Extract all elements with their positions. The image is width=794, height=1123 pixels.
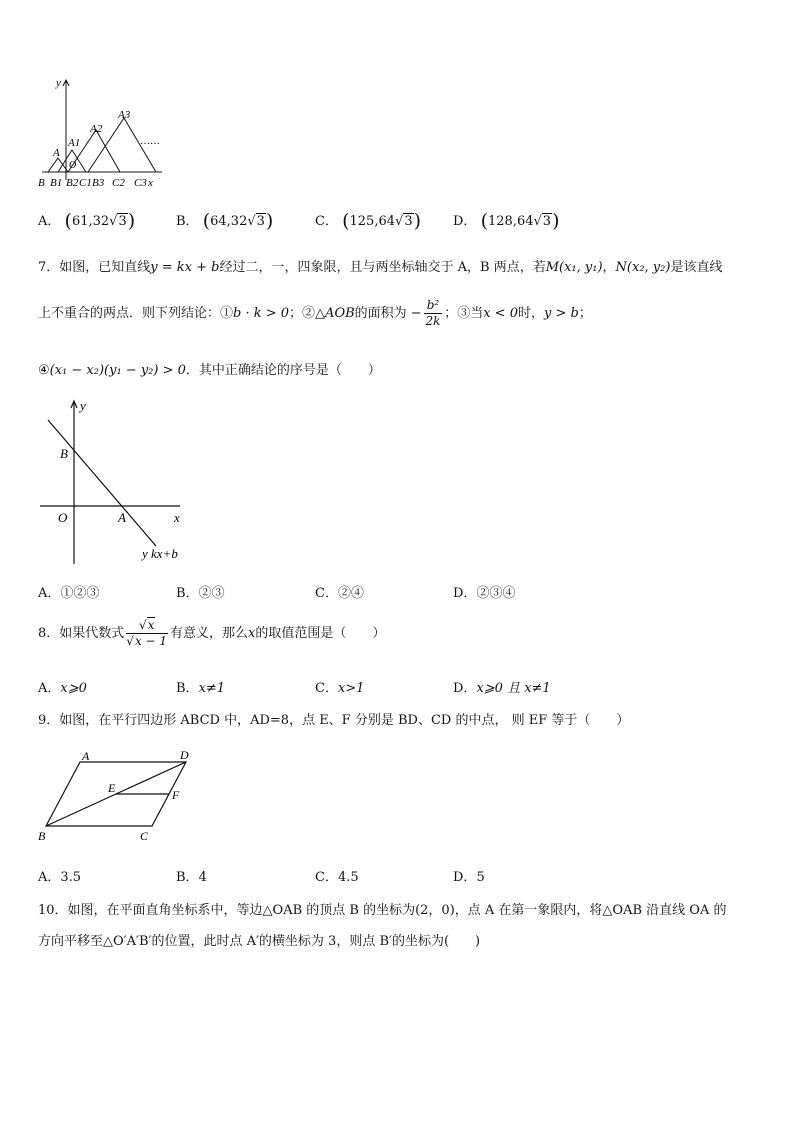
q6-label-c3: C3 bbox=[134, 177, 147, 189]
q7-option-b: B．②③ bbox=[176, 586, 225, 601]
q8-fraction: $\frac{√x}{√x - 1}$ bbox=[126, 618, 168, 648]
q6-option-c-letter: C． bbox=[315, 214, 338, 229]
q9-vertex-a: A bbox=[82, 749, 90, 763]
q7-area-fraction: $\frac{\text{b²}}{2k}$ bbox=[425, 298, 441, 328]
q6-origin-label: O bbox=[69, 160, 77, 171]
q9-vertex-c: C bbox=[140, 829, 149, 843]
q6-label-c1: C1 bbox=[79, 177, 92, 189]
q6-option-b-text: 64,32 bbox=[210, 214, 248, 229]
q6-option-c-radical: 3 bbox=[404, 214, 413, 229]
q6-option-d-letter: D． bbox=[453, 214, 477, 229]
q6-label-a: A bbox=[53, 147, 60, 159]
q6-option-b: B． (64,32√3) bbox=[176, 210, 274, 232]
q7-origin-label: O bbox=[58, 510, 68, 525]
q7-stem-line2: 上不重合的两点．则下列结论：①b · k > 0；②△AOB的面积为 − $\frac{\text{b²}}{2k}$ ；③当x < 0时，y > b； bbox=[38, 298, 592, 328]
q6-option-c: C． (125,64√3) bbox=[315, 210, 422, 232]
q6-label-b2: B2 bbox=[66, 177, 79, 189]
q7-option-c: C．②④ bbox=[315, 586, 364, 601]
q6-option-b-radical: 3 bbox=[256, 214, 265, 229]
q9-point-f: F bbox=[172, 788, 180, 802]
q6-option-c-text: 125,64 bbox=[349, 214, 396, 229]
q7-option-a: A．①②③ bbox=[38, 586, 100, 601]
q7-point-a-label: A bbox=[118, 510, 126, 525]
q7-axis-y-label: y bbox=[80, 398, 86, 413]
q6-option-a: A． (61,32√3) bbox=[38, 210, 136, 232]
q7-option-d: D．②③④ bbox=[453, 586, 516, 601]
q8-option-d: D．x⩾0 且 x≠1 bbox=[453, 681, 551, 696]
q8-option-b: B．x≠1 bbox=[176, 681, 226, 696]
q7-point-b-label: B bbox=[60, 446, 68, 461]
q6-option-d: D． (128,64√3) bbox=[453, 210, 560, 232]
q7-line-equation-label: y kx+b bbox=[142, 546, 178, 561]
q9-vertex-d: D bbox=[180, 748, 189, 762]
q6-ellipsis: …… bbox=[140, 136, 160, 147]
q6-label-a3: A3 bbox=[118, 109, 131, 121]
q6-option-d-text: 128,64 bbox=[488, 214, 534, 229]
q6-label-b3: B3 bbox=[92, 177, 105, 189]
q9-option-d: D．5 bbox=[453, 870, 485, 885]
q8-option-a: A．x⩾0 bbox=[38, 681, 87, 696]
q6-label-b1: B1 bbox=[50, 177, 63, 189]
q8-stem: 8．如果代数式 $\frac{√x}{√x - 1}$ 有意义，那么x的取值范围是（ ） bbox=[38, 618, 386, 648]
q6-axis-y-label: y bbox=[56, 77, 61, 89]
q6-option-b-letter: B． bbox=[176, 214, 199, 229]
q6-axis-x-label: x bbox=[148, 177, 153, 189]
q6-option-d-radical: 3 bbox=[542, 214, 552, 229]
q7-line-graph-figure bbox=[34, 396, 204, 566]
q9-option-a: A．3.5 bbox=[38, 870, 82, 885]
q6-option-a-radical: 3 bbox=[118, 214, 127, 229]
q6-option-a-text: 61,32 bbox=[71, 214, 110, 229]
q10-stem-line1: 10．如图，在平面直角坐标系中，等边△OAB 的顶点 B 的坐标为(2，0)，点 A 在第一象限内，将△OAB 沿直线 OA 的 bbox=[38, 903, 727, 918]
q6-label-a1: A1 bbox=[68, 137, 81, 149]
q7-axis-x-label: x bbox=[174, 510, 180, 525]
q6-option-a-letter: A． bbox=[38, 214, 61, 229]
q9-option-b: B．4 bbox=[176, 870, 207, 885]
q9-stem: 9．如图，在平行四边形 ABCD 中，AD=8，点 E、F 分别是 BD、CD 的中点， 则 EF 等于（ ） bbox=[38, 713, 630, 728]
q9-option-c: C．4.5 bbox=[315, 870, 359, 885]
q6-label-a2: A2 bbox=[90, 123, 103, 135]
q10-stem-line2: 方向平移至△O′A′B′的位置，此时点 A′的横坐标为 3，则点 B′的坐标为( ) bbox=[38, 934, 481, 949]
q7-stem-line1: 7．如图，已知直线y = kx + b经过二，一，四象限，且与两坐标轴交于 A，B 两点，若M(x₁, y₁)，N(x₂, y₂)是该直线 bbox=[38, 260, 723, 275]
q9-point-e: E bbox=[108, 781, 116, 795]
q6-label-b: B bbox=[38, 177, 45, 189]
q6-triangles-figure bbox=[34, 74, 174, 194]
q6-label-c2: C2 bbox=[112, 177, 125, 189]
q7-stem-line3: ④(x₁ − x₂)(y₁ − y₂) > 0．其中正确结论的序号是（ ） bbox=[38, 363, 381, 378]
q9-vertex-b: B bbox=[38, 829, 46, 843]
q8-option-c: C．x>1 bbox=[315, 681, 365, 696]
q9-parallelogram-figure bbox=[34, 746, 224, 846]
